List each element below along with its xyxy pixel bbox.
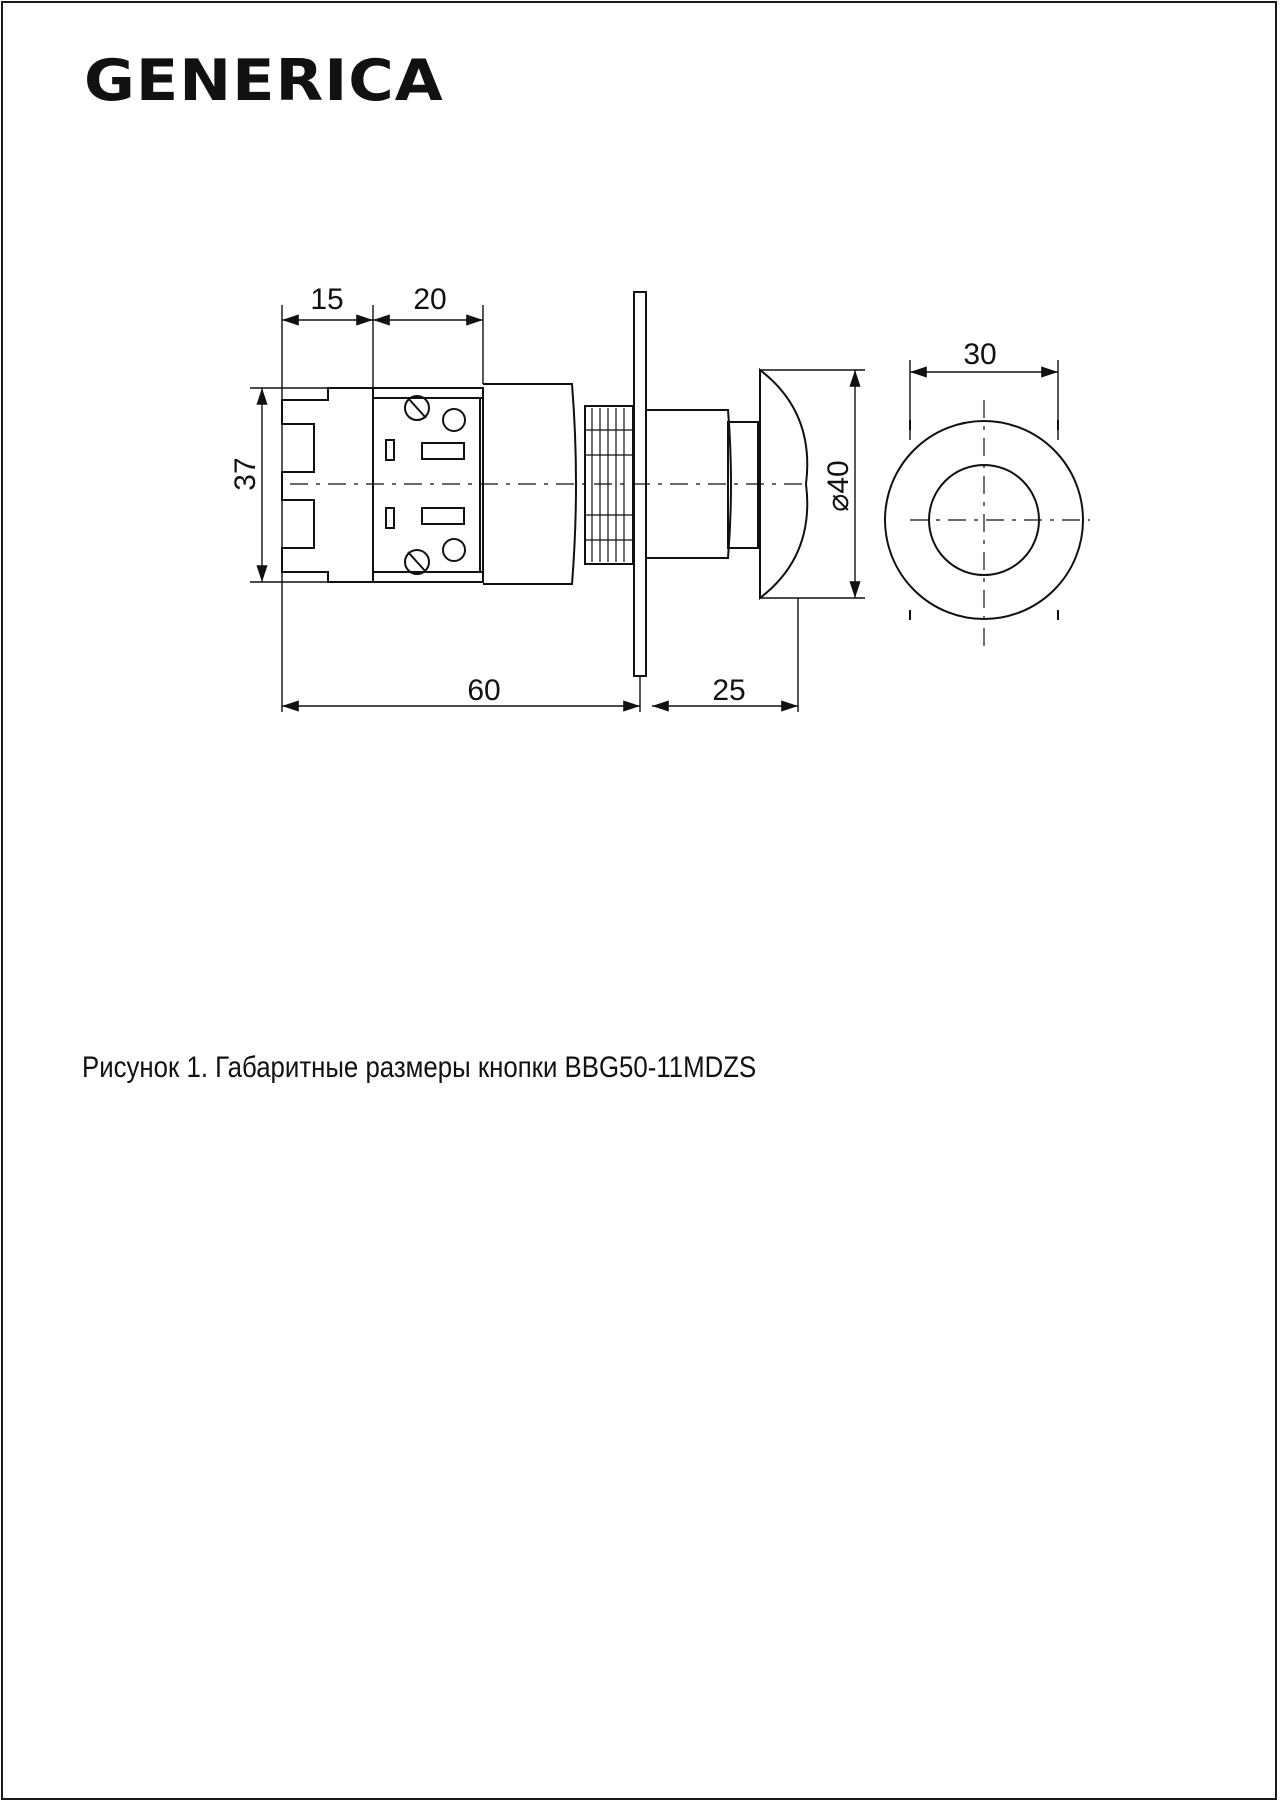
brand-logo: GENERICA	[84, 46, 444, 114]
figure-caption: Рисунок 1. Габаритные размеры кнопки BBG50-11MDZS	[82, 1051, 757, 1084]
dim-label-20: 20	[413, 283, 447, 316]
dimension-lines	[250, 305, 1058, 712]
contact-block	[373, 388, 483, 582]
front-view	[885, 400, 1090, 650]
dim-label-60: 60	[467, 674, 501, 707]
dim-label-25: 25	[712, 674, 746, 707]
terminal-block	[282, 388, 373, 582]
dim-label-15: 15	[310, 283, 344, 316]
dim-label-37: 37	[229, 457, 262, 491]
dim-label-30: 30	[963, 338, 997, 371]
dim-label-diameter-40: ⌀40	[822, 460, 855, 512]
